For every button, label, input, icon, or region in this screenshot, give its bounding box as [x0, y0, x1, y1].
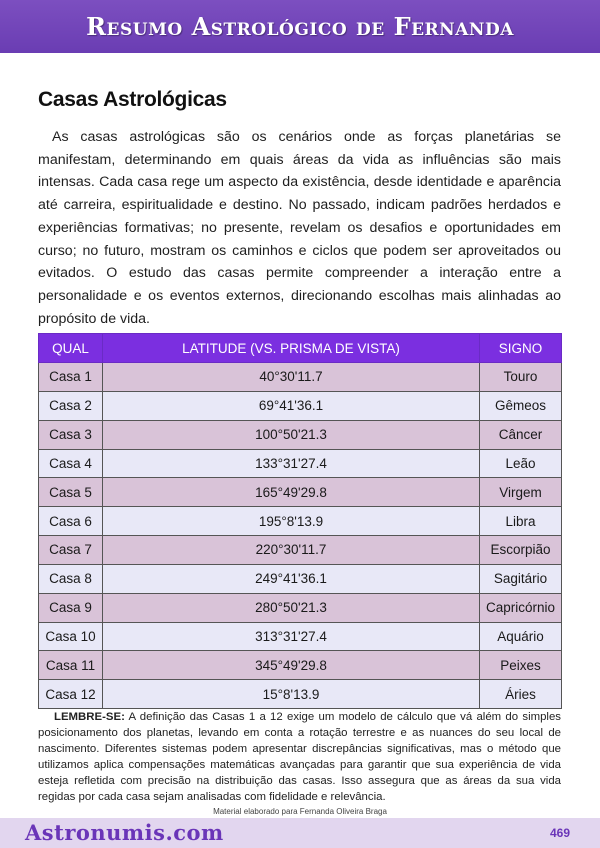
cell-qual: Casa 12: [39, 680, 103, 709]
table-row: [39, 363, 562, 392]
cell-qual: Casa 9: [39, 593, 103, 622]
cell-latitude: 220°30'11.7: [103, 536, 480, 565]
cell-latitude: 69°41'36.1: [103, 391, 480, 420]
cell-latitude: 133°31'27.4: [103, 449, 480, 478]
table-row: [39, 536, 562, 565]
reminder-note: [38, 709, 561, 805]
reminder-label: LEMBRE-SE:: [54, 711, 125, 723]
cell-latitude: 195°8'13.9: [103, 507, 480, 536]
cell-qual: Casa 3: [39, 420, 103, 449]
cell-signo: Escorpião: [480, 536, 562, 565]
header-signo: SIGNO: [480, 334, 562, 363]
header-bar: [0, 0, 600, 53]
table-row: [39, 651, 562, 680]
cell-qual: Casa 10: [39, 622, 103, 651]
cell-qual: Casa 11: [39, 651, 103, 680]
cell-qual: Casa 7: [39, 536, 103, 565]
table-header-row: [39, 334, 562, 363]
table-row: [39, 449, 562, 478]
reminder-text: A definição das Casas 1 a 12 exige um modelo de cálculo que vá além do simples posicionamento dos planetas, levando em conta a rotação terrestre e as nuances do seu local de nascimento. Diferentes sistemas podem apresentar discrepâncias significativas, mas o método que utilizamos aplica compensações matemáticas avançadas para garantir que sua experiência de vida esteja refletida com precisão na distribuição das casas. Isso assegura que as áreas da sua vida regidas por cada casa sejam analisadas com fidelidade e relevância.: [38, 711, 561, 803]
page-title: Resumo Astrológico de Fernanda: [86, 12, 514, 41]
houses-table: [38, 333, 562, 709]
cell-latitude: 313°31'27.4: [103, 622, 480, 651]
cell-signo: Capricórnio: [480, 593, 562, 622]
cell-signo: Virgem: [480, 478, 562, 507]
cell-latitude: 15°8'13.9: [103, 680, 480, 709]
cell-signo: Libra: [480, 507, 562, 536]
cell-latitude: 165°49'29.8: [103, 478, 480, 507]
cell-latitude: 249°41'36.1: [103, 564, 480, 593]
cell-qual: Casa 1: [39, 363, 103, 392]
table-row: [39, 420, 562, 449]
table-row: [39, 507, 562, 536]
cell-signo: Aquário: [480, 622, 562, 651]
table-row: [39, 622, 562, 651]
cell-signo: Áries: [480, 680, 562, 709]
cell-qual: Casa 5: [39, 478, 103, 507]
cell-qual: Casa 6: [39, 507, 103, 536]
table-row: [39, 391, 562, 420]
cell-qual: Casa 8: [39, 564, 103, 593]
cell-signo: Leão: [480, 449, 562, 478]
section-title: Casas Astrológicas: [38, 88, 227, 111]
cell-signo: Touro: [480, 363, 562, 392]
cell-signo: Sagitário: [480, 564, 562, 593]
cell-signo: Peixes: [480, 651, 562, 680]
cell-latitude: 280°50'21.3: [103, 593, 480, 622]
credit-line: Material elaborado para Fernanda Oliveira Braga: [213, 807, 387, 816]
header-qual: QUAL: [39, 334, 103, 363]
cell-signo: Gêmeos: [480, 391, 562, 420]
cell-latitude: 345°49'29.8: [103, 651, 480, 680]
intro-paragraph: As casas astrológicas são os cenários onde as forças planetárias se manifestam, determinando em quais áreas da vida as influências são mais intensas. Cada casa rege um aspecto da existência, desde identidade e aparência até carreira, espiritualidade e destino. No passado, indicam padrões herdados e experiências formativas; no presente, revelam os desafios e oportunidades em curso; no futuro, mostram os caminhos e ciclos que podem ser aproveitados ou evitados. O estudo das casas permite compreender a interação entre a personalidade e os eventos externos, direcionando escolhas mais alinhadas ao propósito de vida.: [38, 129, 561, 327]
table-row: [39, 564, 562, 593]
cell-qual: Casa 2: [39, 391, 103, 420]
cell-signo: Câncer: [480, 420, 562, 449]
cell-latitude: 100°50'21.3: [103, 420, 480, 449]
page-number: 469: [549, 826, 570, 840]
header-latitude: LATITUDE (VS. PRISMA DE VISTA): [103, 334, 480, 363]
table-row: [39, 680, 562, 709]
table-row: [39, 478, 562, 507]
cell-latitude: 40°30'11.7: [103, 363, 480, 392]
cell-qual: Casa 4: [39, 449, 103, 478]
table-row: [39, 593, 562, 622]
brand-logo: Astronumis.com: [25, 820, 224, 845]
